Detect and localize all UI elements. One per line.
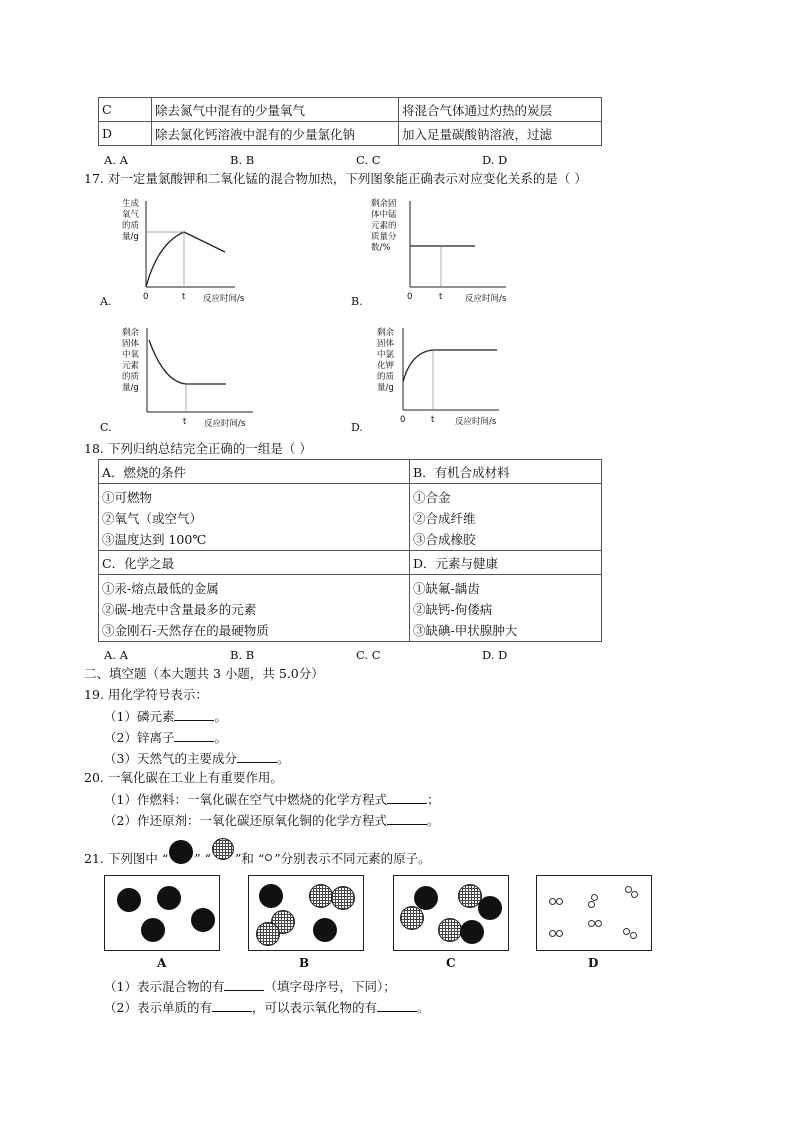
q16-option-b[interactable]: B. B xyxy=(230,153,255,167)
table-row xyxy=(99,98,602,122)
q18-cell-c-items: ①汞-熔点最低的金属 ②碳-地壳中含量最多的元素 ③金刚石-天然存在的最硬物质 xyxy=(99,575,410,642)
q17-chart-b[interactable] xyxy=(351,195,541,310)
q18-stem: 18. 下列归纳总结完全正确的一组是（ ） xyxy=(84,441,312,456)
chart-b-letter: B. xyxy=(351,295,363,308)
chart-b-plot xyxy=(351,195,541,310)
q18-option-a[interactable]: A. A xyxy=(104,648,128,662)
q18-cell-d-title: D．元素与健康 xyxy=(410,551,602,575)
q16-row-d-id: D xyxy=(99,122,152,146)
q21-item-1: （1）表示混合物的有 （填字母序号，下同）； xyxy=(104,979,396,994)
table-row xyxy=(99,551,602,575)
q18-cell-b-title: B．有机合成材料 xyxy=(410,460,602,484)
chart-d-ylabel: 剩余 固体 中氯 化钾 的质 量/g xyxy=(377,328,395,393)
q18-cell-a-title: A．燃烧的条件 xyxy=(99,460,410,484)
q20-item-2: （2）作还原剂：一氧化碳还原氧化铜的化学方程式 。 xyxy=(104,813,440,828)
chart-c-plot xyxy=(100,322,290,437)
chart-c-t-label: t xyxy=(183,417,187,427)
answer-blank[interactable] xyxy=(237,750,277,763)
q21-box-b[interactable] xyxy=(248,875,364,951)
chart-a-ylabel: 生成 氧气 的质 量/g xyxy=(122,199,140,242)
chart-a-t-label: t xyxy=(182,292,186,302)
chart-a-plot xyxy=(100,195,290,310)
q16-row-c-id: C xyxy=(99,98,152,122)
q18-cell-c-title: C．化学之最 xyxy=(99,551,410,575)
chart-a-letter: A. xyxy=(100,295,112,308)
q16-row-d-method: 加入足量碳酸钠溶液，过滤 xyxy=(399,122,602,146)
q17-stem: 17. 对一定量氯酸钾和二氧化锰的混合物加热，下列图象能正确表示对应变化关系的是（ ） xyxy=(84,171,587,186)
q21-box-c[interactable] xyxy=(393,875,509,951)
q16-row-d-task: 除去氯化钙溶液中混有的少量氯化钠 xyxy=(152,122,399,146)
chart-b-origin: 0 xyxy=(407,292,413,302)
chart-d-letter: D. xyxy=(351,421,363,434)
table-row xyxy=(99,484,602,551)
section-heading: 二、填空题（本大题共 3 小题，共 5.0分） xyxy=(84,666,324,681)
answer-blank[interactable] xyxy=(377,999,417,1012)
table-row xyxy=(99,122,602,146)
q17-chart-a[interactable] xyxy=(100,195,290,310)
chart-c-curve xyxy=(149,340,226,384)
black-atom-icon xyxy=(168,852,194,868)
q21-box-a[interactable] xyxy=(104,875,220,951)
q21-label-d: D xyxy=(588,956,599,970)
answer-blank[interactable] xyxy=(387,812,427,825)
q20-item-1: （1）作燃料：一氧化碳在空气中燃烧的化学方程式 ； xyxy=(104,792,440,807)
q17-chart-d[interactable] xyxy=(351,322,541,437)
chart-d-plot xyxy=(351,322,541,437)
table-row xyxy=(99,460,602,484)
answer-blank[interactable] xyxy=(387,791,427,804)
answer-blank[interactable] xyxy=(212,999,252,1012)
chart-b-xlabel: 反应时间/s xyxy=(465,294,507,304)
chart-c-ylabel: 剩余 固体 中氧 元素 的质 量/g xyxy=(122,328,140,393)
chart-a-curve xyxy=(146,232,225,287)
q21-label-b: B xyxy=(299,956,310,970)
q21-label-c: C xyxy=(446,956,456,970)
chart-b-t-label: t xyxy=(439,292,443,302)
q19-item-3: （3）天然气的主要成分 。 xyxy=(104,751,290,766)
q18-option-b[interactable]: B. B xyxy=(230,648,255,662)
q18-cell-b-items: ①合金 ②合成纤维 ③合成橡胶 xyxy=(410,484,602,551)
q16-table xyxy=(98,97,602,146)
q17-chart-c[interactable] xyxy=(100,322,290,437)
q16-options xyxy=(104,152,507,168)
q18-table xyxy=(98,459,602,642)
chart-a-xlabel: 反应时间/s xyxy=(203,294,245,304)
chart-d-origin: 0 xyxy=(400,415,406,425)
q18-options xyxy=(104,647,507,663)
q21-label-a: A xyxy=(157,956,167,970)
chart-b-ylabel: 剩余固 体中锰 元素的 质量分 数/% xyxy=(371,199,397,253)
q16-option-d[interactable]: D. D xyxy=(482,153,508,167)
q21-box-d[interactable] xyxy=(536,875,652,951)
chart-a-origin: 0 xyxy=(143,292,149,302)
q16-option-c[interactable]: C. C xyxy=(356,153,381,167)
q16-row-c-task: 除去氮气中混有的少量氧气 xyxy=(152,98,399,122)
q21-item-2: （2）表示单质的有 ，可以表示氧化物的有 。 xyxy=(104,1000,430,1015)
chart-d-xlabel: 反应时间/s xyxy=(455,417,497,427)
q18-option-c[interactable]: C. C xyxy=(356,648,381,662)
q19-item-2: （2）锌离子 。 xyxy=(104,730,227,745)
small-atom-icon xyxy=(264,855,274,865)
q21-stem: 21. 下列图中 “ ” “ ”和 “ ”分别表示不同元素的原子。 xyxy=(84,851,431,868)
q19-item-1: （1）磷元素 。 xyxy=(104,709,227,724)
chart-c-letter: C. xyxy=(100,421,112,434)
chart-d-curve xyxy=(403,350,497,382)
q18-cell-a-items: ①可燃物 ②氧气（或空气） ③温度达到 100℃ xyxy=(99,484,410,551)
hatched-atom-icon xyxy=(211,852,235,868)
answer-blank[interactable] xyxy=(174,729,214,742)
answer-blank[interactable] xyxy=(224,978,264,991)
chart-d-t-label: t xyxy=(431,415,435,425)
q18-cell-d-items: ①缺氟-龋齿 ②缺钙-佝偻病 ③缺碘-甲状腺肿大 xyxy=(410,575,602,642)
table-row xyxy=(99,575,602,642)
answer-blank[interactable] xyxy=(174,708,214,721)
q16-option-a[interactable]: A. A xyxy=(104,153,128,167)
chart-c-xlabel: 反应时间/s xyxy=(204,419,246,429)
q19-stem: 19. 用化学符号表示： xyxy=(84,687,208,702)
q16-row-c-method: 将混合气体通过灼热的炭层 xyxy=(399,98,602,122)
q18-option-d[interactable]: D. D xyxy=(482,648,508,662)
q20-stem: 20. 一氧化碳在工业上有重要作用。 xyxy=(84,770,283,785)
